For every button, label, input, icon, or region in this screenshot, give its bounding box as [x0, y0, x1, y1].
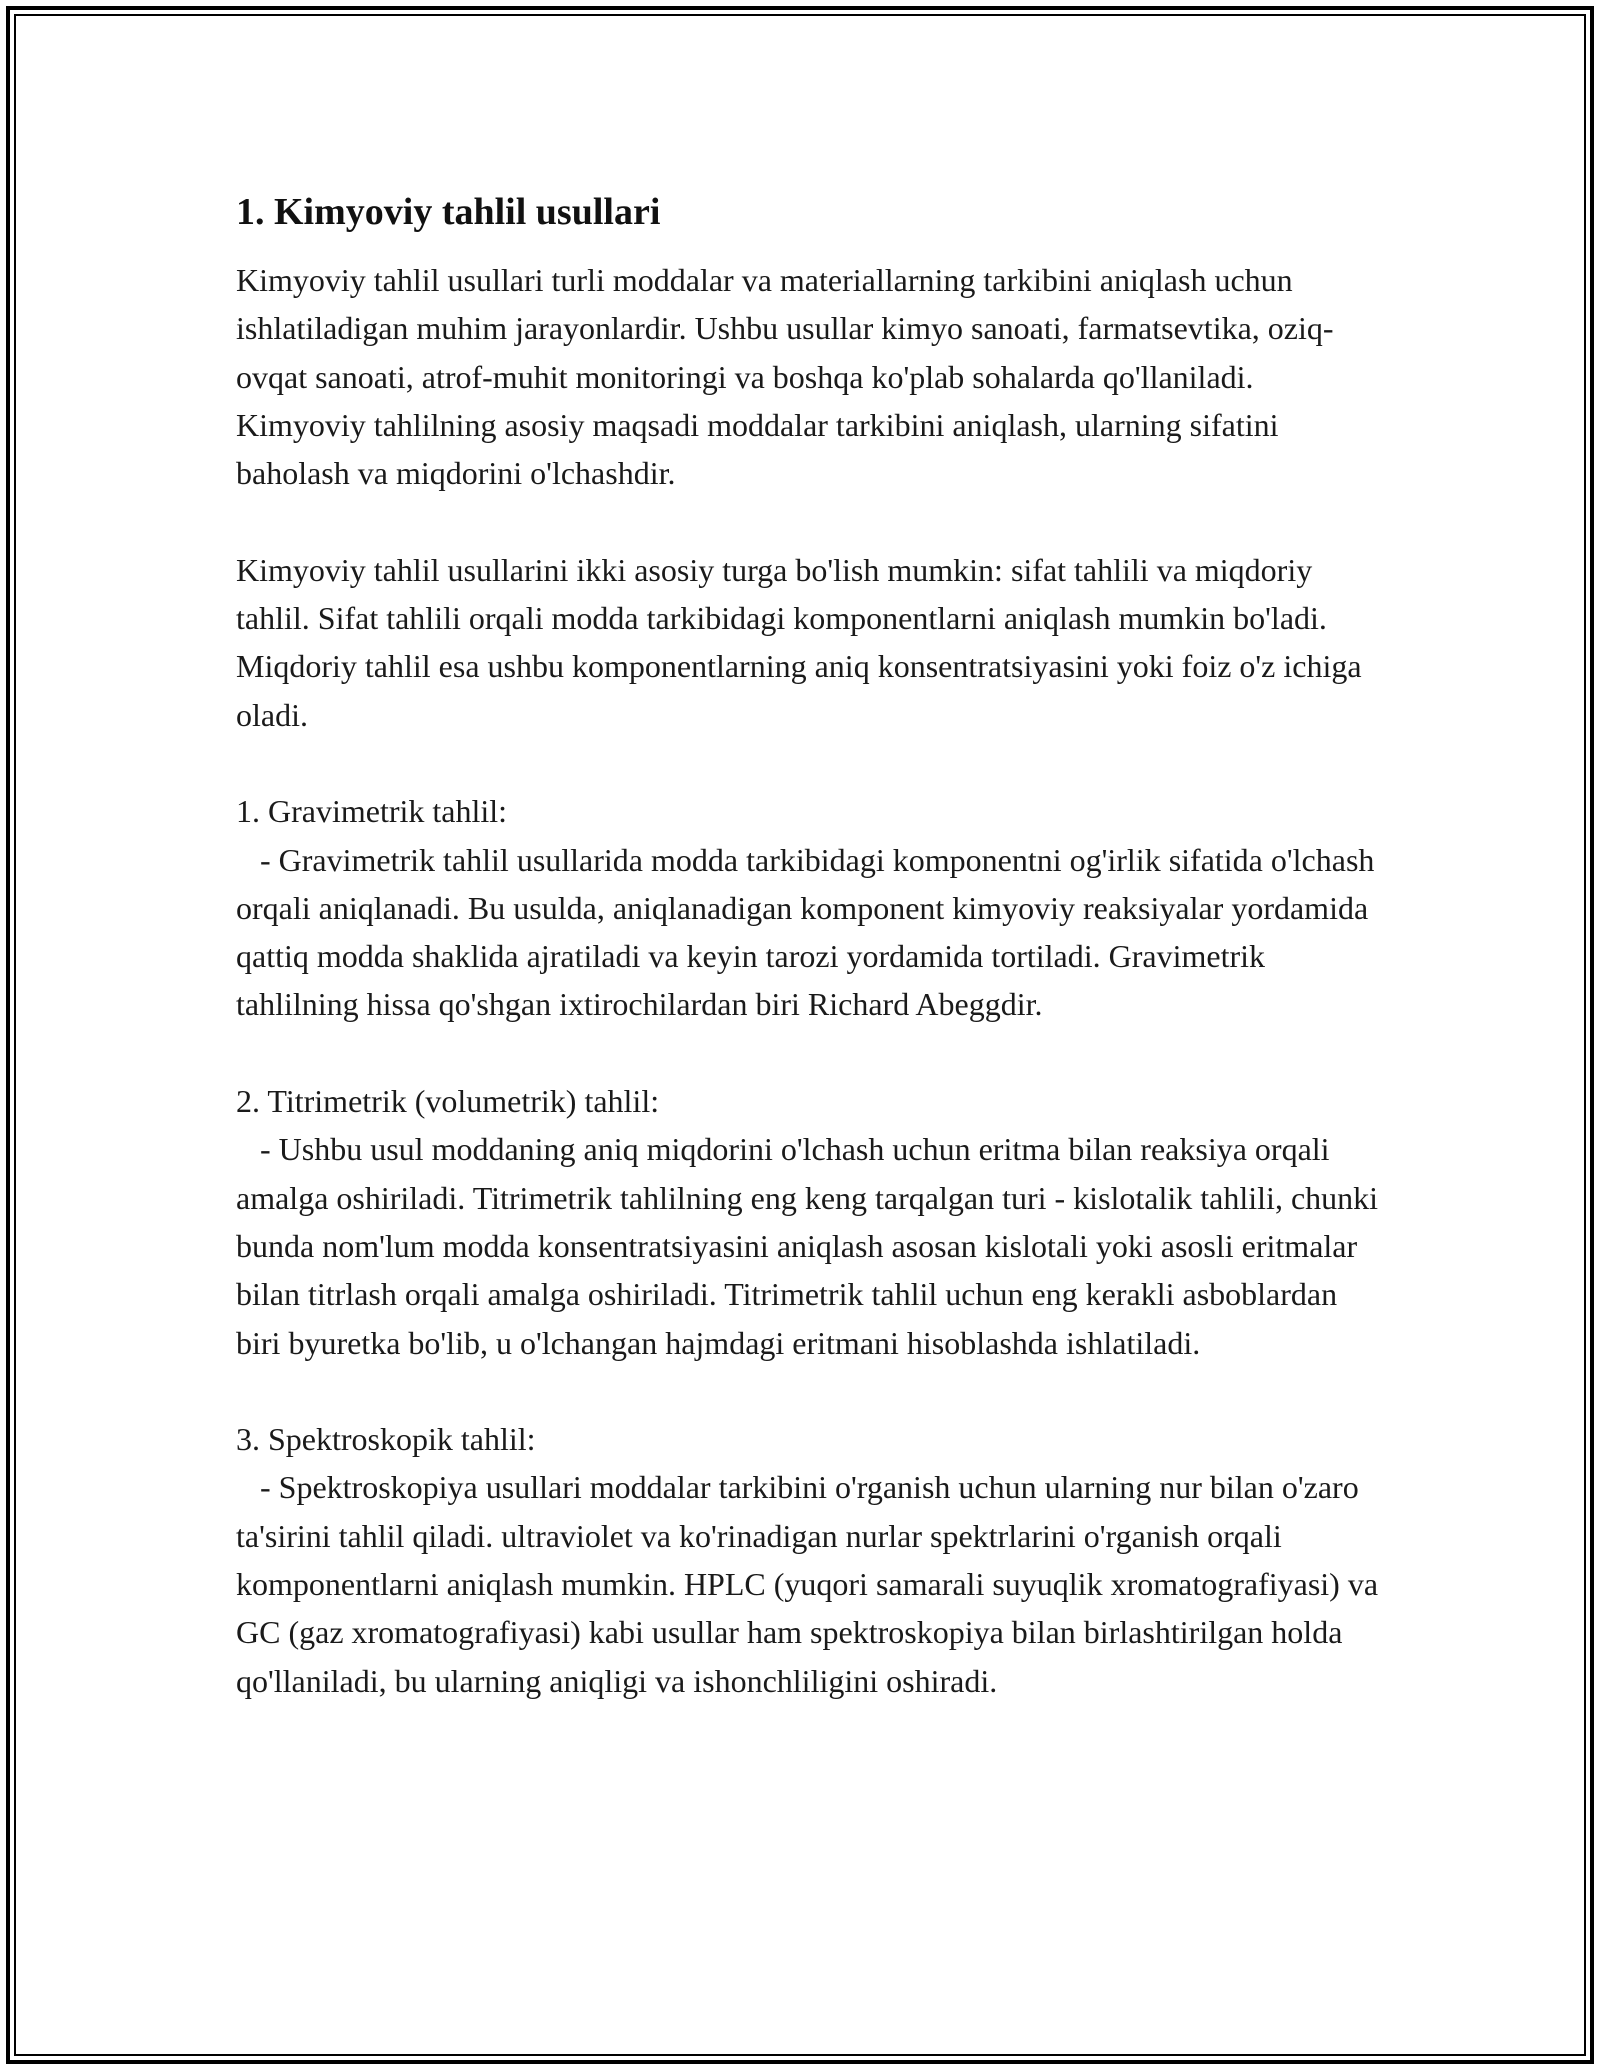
section-title: 1. Gravimetrik tahlil: — [236, 793, 508, 830]
intro-paragraph-2: Kimyoviy tahlil usullarini ikki asosiy turga bo'lish mumkin: sifat tahlili va miqdoriy tahlil. Sifat tahlili orqali modda tarkibidagi komponentlarni aniqlash mumkin bo'ladi. Miqdoriy tahlil esa ushbu komponentlarning aniq konsentratsiyasini yoki foiz o'z ichiga oladi. — [236, 551, 1370, 733]
section-body: - Ushbu usul moddaning aniq miqdorini o'lchash uchun eritma bilan reaksiya orqali amalga oshiriladi. Titrimetrik tahlilning eng keng tarqalgan turi - kislotalik tahlili, chunki bunda nom'lum modda konsentratsiyasini aniqlash asosan kislotali yoki asosli eritmalar bilan titrlash orqali amalga oshiriladi. Titrimetrik tahlil uchun eng kerakli asboblardan biri byuretka bo'lib, u o'lchangan hajmdagi eritmani hisoblashda ishlatiladi. — [236, 1131, 1387, 1361]
section-title: 3. Spektroskopik tahlil: — [236, 1421, 536, 1458]
section-body: - Spektroskopiya usullari moddalar tarkibini o'rganish uchun ularning nur bilan o'zaro ta'sirini tahlil qiladi. ultraviolet va ko'rinadigan nurlar spektrlarini o'rganish orqali komponentlarni aniqlash mumkin. HPLC (yuqori samarali suyuqlik xromatografiyasi) va GC (gaz xromatografiyasi) kabi usullar ham spektroskopiya bilan birlashtirilgan holda qo'llaniladi, bu ularning aniqligi va ishonchliligini oshiradi. — [236, 1469, 1387, 1699]
section-titrimetric — [236, 1077, 1386, 1367]
section-title: 2. Titrimetrik (volumetrik) tahlil: — [236, 1083, 660, 1120]
section-body: - Gravimetrik tahlil usullarida modda tarkibidagi komponentni og'irlik sifatida o'lchash orqali aniqlanadi. Bu usulda, aniqlanadigan komponent kimyoviy reaksiyalar yordamida qattiq modda shaklida ajratiladi va keyin tarozi yordamida tortiladi. Gravimetrik tahlilning hissa qo'shgan ixtirochilardan biri Richard Abeggdir. — [236, 841, 1383, 1023]
section-gravimetric — [236, 787, 1386, 1028]
intro-paragraph-1: Kimyoviy tahlil usullari turli moddalar va materiallarning tarkibini aniqlash uchun ishlatiladigan muhim jarayonlardir. Ushbu usullar kimyo sanoati, farmatsevtika, oziq-ovqat sanoati, atrof-muhit monitoringi va boshqa ko'plab sohalarda qo'llaniladi. Kimyoviy tahlilning asosiy maqsadi moddalar tarkibini aniqlash, ularning sifatini baholash va miqdorini o'lchashdir. — [236, 262, 1334, 492]
document-body — [236, 186, 1386, 1753]
document-title: 1. Kimyoviy tahlil usullari — [236, 191, 661, 233]
section-spectroscopic — [236, 1415, 1386, 1705]
